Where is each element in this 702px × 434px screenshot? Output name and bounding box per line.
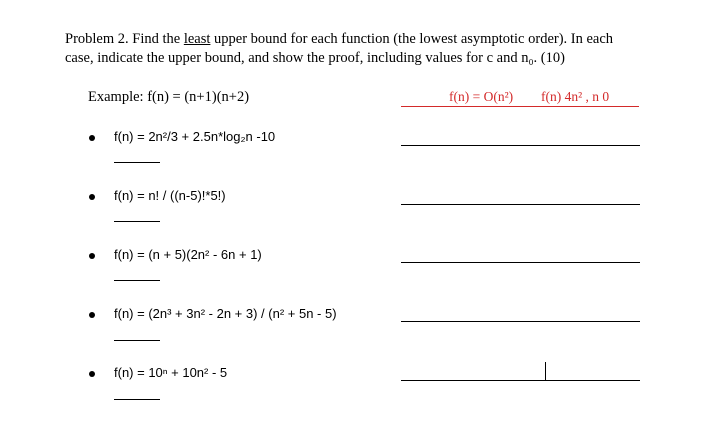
problem-statement-line-2: case, indicate the upper bound, and show the proof, including values for c and n₀. (10) [65,50,565,66]
work-line-5[interactable] [114,399,160,400]
answer-line-4[interactable] [401,321,640,322]
example-label: Example: f(n) = (n+1)(n+2) [88,89,250,105]
function-item-3: f(n) = (n + 5)(2n² - 6n + 1) [114,247,262,262]
answer-line-2[interactable] [401,204,640,205]
function-item-2: f(n) = n! / ((n-5)!*5!) [114,188,226,203]
problem-emphasis-least: least [183,31,211,47]
answer-line-3[interactable] [401,262,640,263]
answer-line-5[interactable] [401,380,640,381]
bullet-icon [89,194,95,200]
work-line-4[interactable] [114,340,160,341]
work-line-2[interactable] [114,221,160,222]
text-cursor [545,362,546,381]
bullet-icon [89,253,95,259]
problem-statement [65,30,655,68]
bullet-icon [89,371,95,377]
example-answer-proof: f(n) 4n² , n 0 [541,89,610,104]
work-line-3[interactable] [114,280,160,281]
bullet-icon [89,135,95,141]
function-item-1: f(n) = 2n²/3 + 2.5n*log₂n -10 [114,129,276,144]
example-answer-bound: f(n) = O(n²) [449,89,514,104]
function-item-4: f(n) = (2n³ + 3n² - 2n + 3) / (n² + 5n - 5) [114,306,337,321]
problem-text-start: Problem 2. Find the [65,31,184,47]
example-answer-line[interactable] [401,89,639,107]
problem-statement-line-1 [65,30,655,49]
problem-text-rest: upper bound for each function (the lowest asymptotic order). In each [210,31,614,47]
answer-line-1[interactable] [401,145,640,146]
function-item-5: f(n) = 10ⁿ + 10n² - 5 [114,365,228,380]
bullet-icon [89,312,95,318]
work-line-1[interactable] [114,162,160,163]
